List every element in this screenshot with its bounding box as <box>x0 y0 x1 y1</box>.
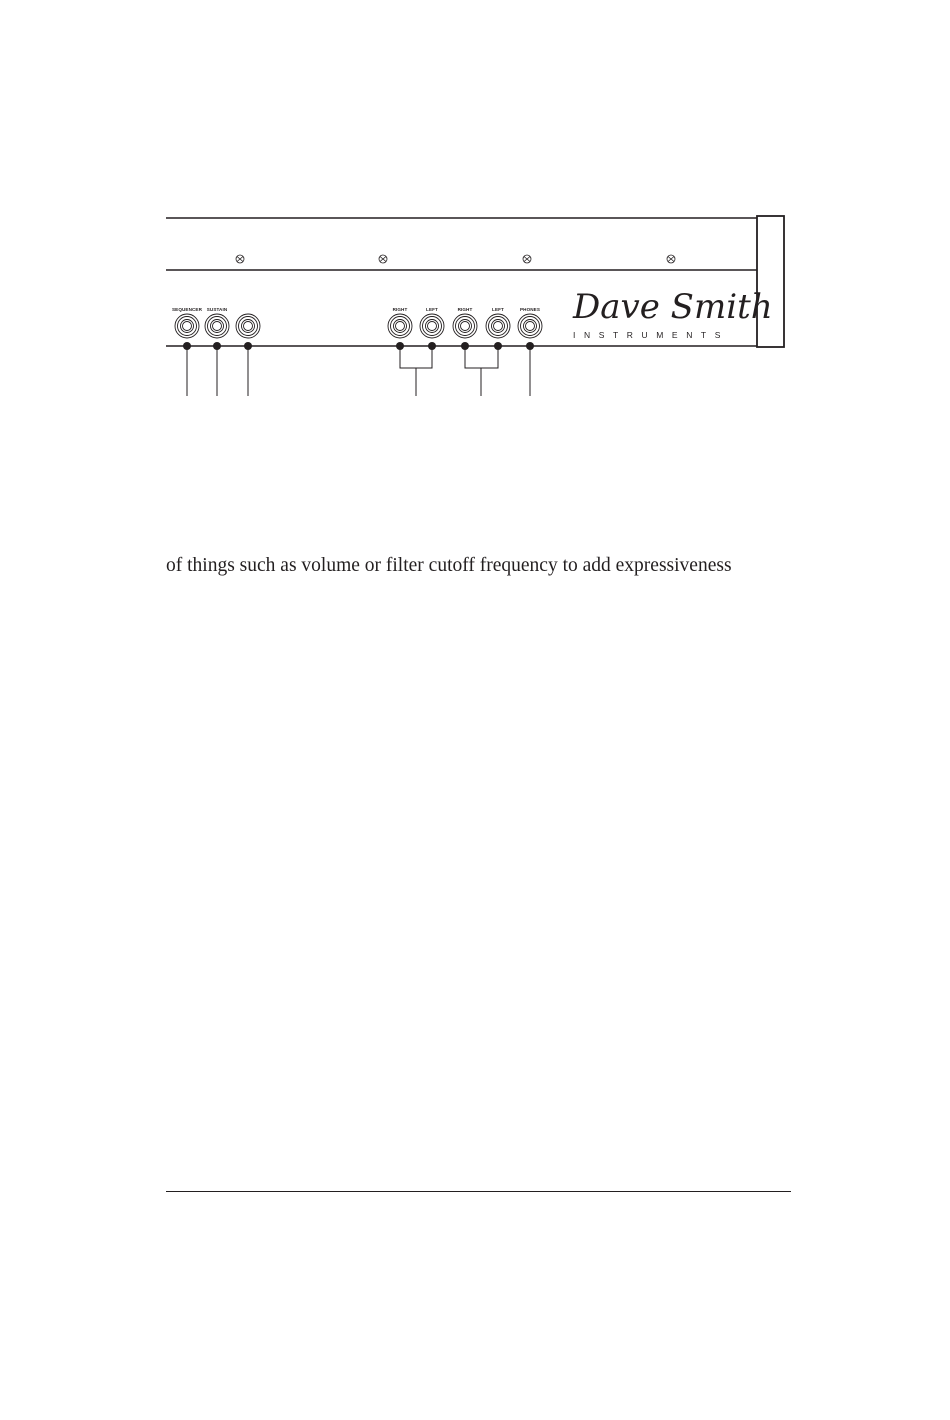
jack-label-left-1: LEFT <box>426 307 438 312</box>
brand-logo-subtitle: INSTRUMENTS <box>573 330 729 340</box>
jack-label-sequencer: SEQUENCER <box>172 307 202 312</box>
jack-sequencer-icon <box>175 314 199 338</box>
jack-label-sustain: SUSTAIN <box>206 307 228 312</box>
jack-out2-left-icon <box>486 314 510 338</box>
jack-phones-icon <box>518 314 542 338</box>
jack-label-right-2: RIGHT <box>457 307 473 312</box>
jack-out1-left-icon <box>420 314 444 338</box>
jack-label-right-1: RIGHT <box>392 307 408 312</box>
end-cheek <box>757 216 784 347</box>
jack-unlabeled-icon <box>236 314 260 338</box>
jack-sustain-icon <box>205 314 229 338</box>
brand-logo-script: Dave Smith <box>573 287 773 327</box>
rear-panel-diagram <box>0 0 950 420</box>
jack-label-phones: PHONES <box>519 307 541 312</box>
screw-icon <box>379 255 387 263</box>
jack-out2-right-icon <box>453 314 477 338</box>
body-text-line: of things such as volume or filter cutoff frequency to add expressiveness <box>166 555 732 576</box>
screw-icon <box>236 255 244 263</box>
screw-icon <box>523 255 531 263</box>
footer-rule <box>166 1191 791 1192</box>
jack-label-left-2: LEFT <box>492 307 504 312</box>
screw-icon <box>667 255 675 263</box>
callout-leaders <box>187 346 530 396</box>
jack-out1-right-icon <box>388 314 412 338</box>
